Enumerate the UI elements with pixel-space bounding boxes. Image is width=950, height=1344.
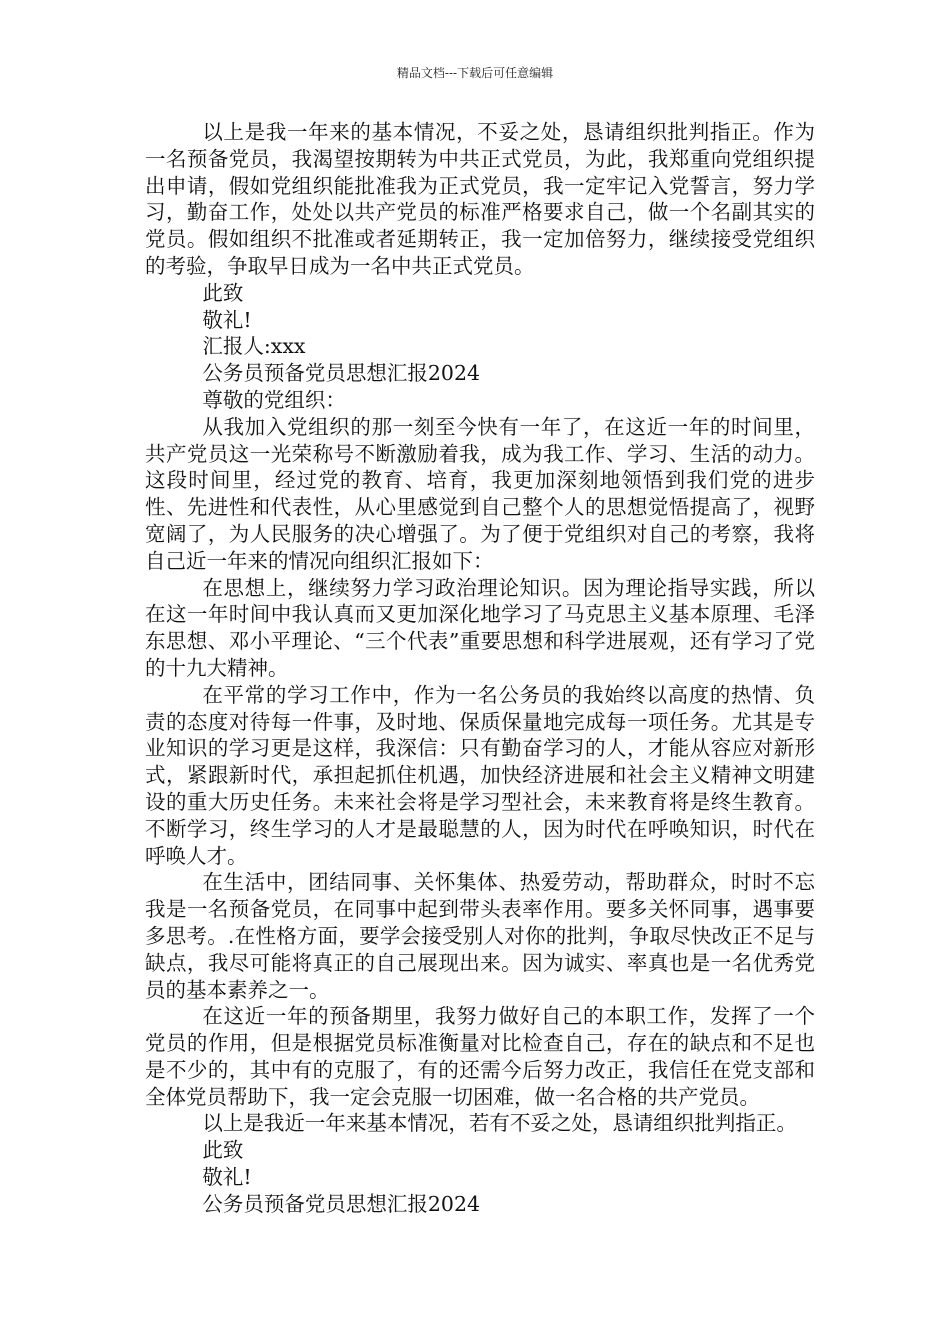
life-paragraph: 在生活中，团结同事、关怀集体、热爱劳动，帮助群众，时时不忘我是一名预备党员，在同事中起到带头表率作用。要多关怀同事，遇事要多思考。.在性格方面，要学会接受别人对你的批判，争取尽快改正不足与缺点，我尽可能将真正的自己展现出来。因为诚实、率真也是一名优秀党员的基本素养之一。 (145, 870, 815, 1002)
report-title: 公务员预备党员思想汇报2024 (202, 361, 481, 386)
salutation-jingli: 敬礼! (202, 307, 252, 332)
salutation-jingli-2: 敬礼! (202, 1165, 252, 1190)
reporter-signature: 汇报人:xxx (202, 334, 306, 359)
salutation-cizhi-2: 此致 (202, 1138, 244, 1163)
closing-paragraph-2: 以上是我近一年来基本情况，若有不妥之处，恳请组织批判指正。 (202, 1111, 797, 1136)
self-review-paragraph: 在这近一年的预备期里，我努力做好自己的本职工作，发挥了一个党员的作用，但是根据党员标准衡量对比检查自己，存在的缺点和不足也是不少的，其中有的克服了，有的还需今后努力改正，我信任在党支部和全体党员帮助下，我一定会克服一切困难，做一名合格的共产党员。 (145, 1004, 815, 1109)
salutation-cizhi: 此致 (202, 280, 244, 305)
intro-paragraph: 从我加入党组织的那一刻至今快有一年了，在这近一年的时间里，共产党员这一光荣称号不断激励着我，成为我工作、学习、生活的动力。这段时间里，经过党的教育、培育，我更加深刻地领悟到我们党的进步性、先进性和代表性，从心里感觉到自己整个人的思想觉悟提高了，视野宽阔了，为人民服务的决心增强了。为了便于党组织对自己的考察，我将自己近一年来的情况向组织汇报如下： (145, 414, 815, 573)
report-title-2: 公务员预备党员思想汇报2024 (202, 1191, 481, 1216)
work-study-paragraph: 在平常的学习工作中，作为一名公务员的我始终以高度的热情、负责的态度对待每一件事，及时地、保质保量地完成每一项任务。尤其是专业知识的学习更是这样，我深信：只有勤奋学习的人，才能从容应对新形式，紧跟新时代，承担起抓住机遇，加快经济进展和社会主义精神文明建设的重大历史任务。未来社会将是学习型社会，未来教育将是终生教育。不断学习，终生学习的人才是最聪慧的人，因为时代在呼唤知识，时代在呼唤人才。 (145, 682, 815, 868)
page-header: 精品文档---下载后可任意编辑 (396, 66, 554, 80)
closing-paragraph: 以上是我一年来的基本情况，不妥之处，恳请组织批判指正。作为一名预备党员，我渴望按期转为中共正式党员，为此，我郑重向党组织提出申请，假如党组织能批准我为正式党员，我一定牢记入党誓言，努力学习，勤奋工作，处处以共产党员的标准严格要求自己，做一个名副其实的党员。假如组织不批准或者延期转正，我一定加倍努力，继续接受党组织的考验，争取早日成为一名中共正式党员。 (145, 120, 815, 278)
greeting: 尊敬的党组织： (202, 387, 346, 412)
document-body (145, 119, 815, 1218)
ideology-paragraph: 在思想上，继续努力学习政治理论知识。因为理论指导实践，所以在这一年时间中我认真而又更加深化地学习了马克思主义基本原理、毛泽东思想、邓小平理论、“三个代表”重要思想和科学进展观，还有学习了党的十九大精神。 (145, 575, 815, 680)
